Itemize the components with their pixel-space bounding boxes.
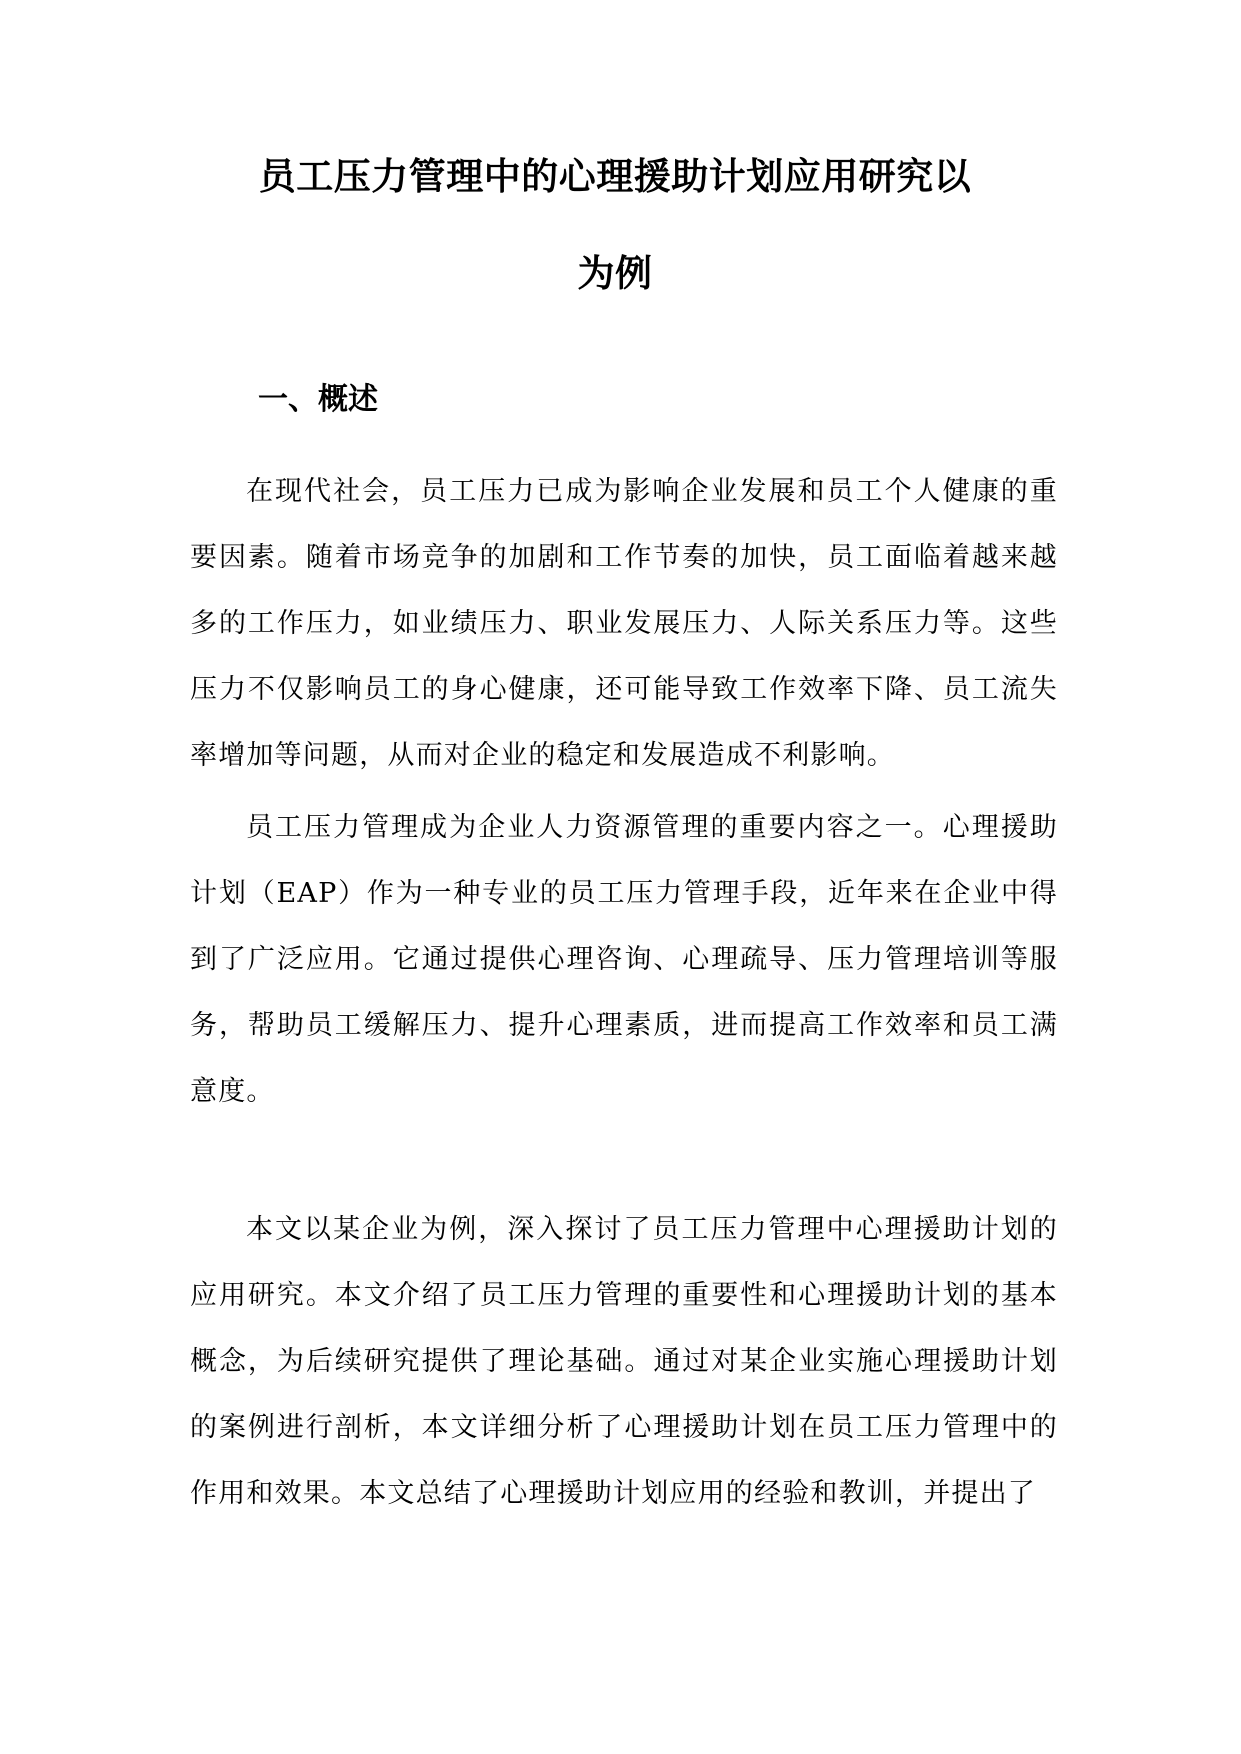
body-paragraph-2: 员工压力管理成为企业人力资源管理的重要内容之一。心理援助计划（EAP）作为一种专业的员工压力管理手段，近年来在企业中得到了广泛应用。它通过提供心理咨询、心理疏导、压力管理培训等服务，帮助员工缓解压力、提升心理素质，进而提高工作效率和员工满意度。 xyxy=(190,812,1058,1107)
body-paragraph-3: 本文以某企业为例，深入探讨了员工压力管理中心理援助计划的应用研究。本文介绍了员工压力管理的重要性和心理援助计划的基本概念，为后续研究提供了理论基础。通过对某企业实施心理援助计划的案例进行剖析，本文详细分析了心理援助计划在员工压力管理中的作用和效果。本文总结了心理援助计划应用的经验和教训，并提出了 xyxy=(190,1214,1058,1509)
document-title-line-1: 员工压力管理中的心理援助计划应用研究以 xyxy=(258,155,972,198)
document-title-line-2: 为例 xyxy=(577,252,653,295)
section-heading: 一、概述 xyxy=(258,382,378,417)
body-paragraph-1: 在现代社会，员工压力已成为影响企业发展和员工个人健康的重要因素。随着市场竞争的加剧和工作节奏的加快，员工面临着越来越多的工作压力，如业绩压力、职业发展压力、人际关系压力等。这些压力不仅影响员工的身心健康，还可能导致工作效率下降、员工流失率增加等问题，从而对企业的稳定和发展造成不利影响。 xyxy=(190,476,1058,771)
